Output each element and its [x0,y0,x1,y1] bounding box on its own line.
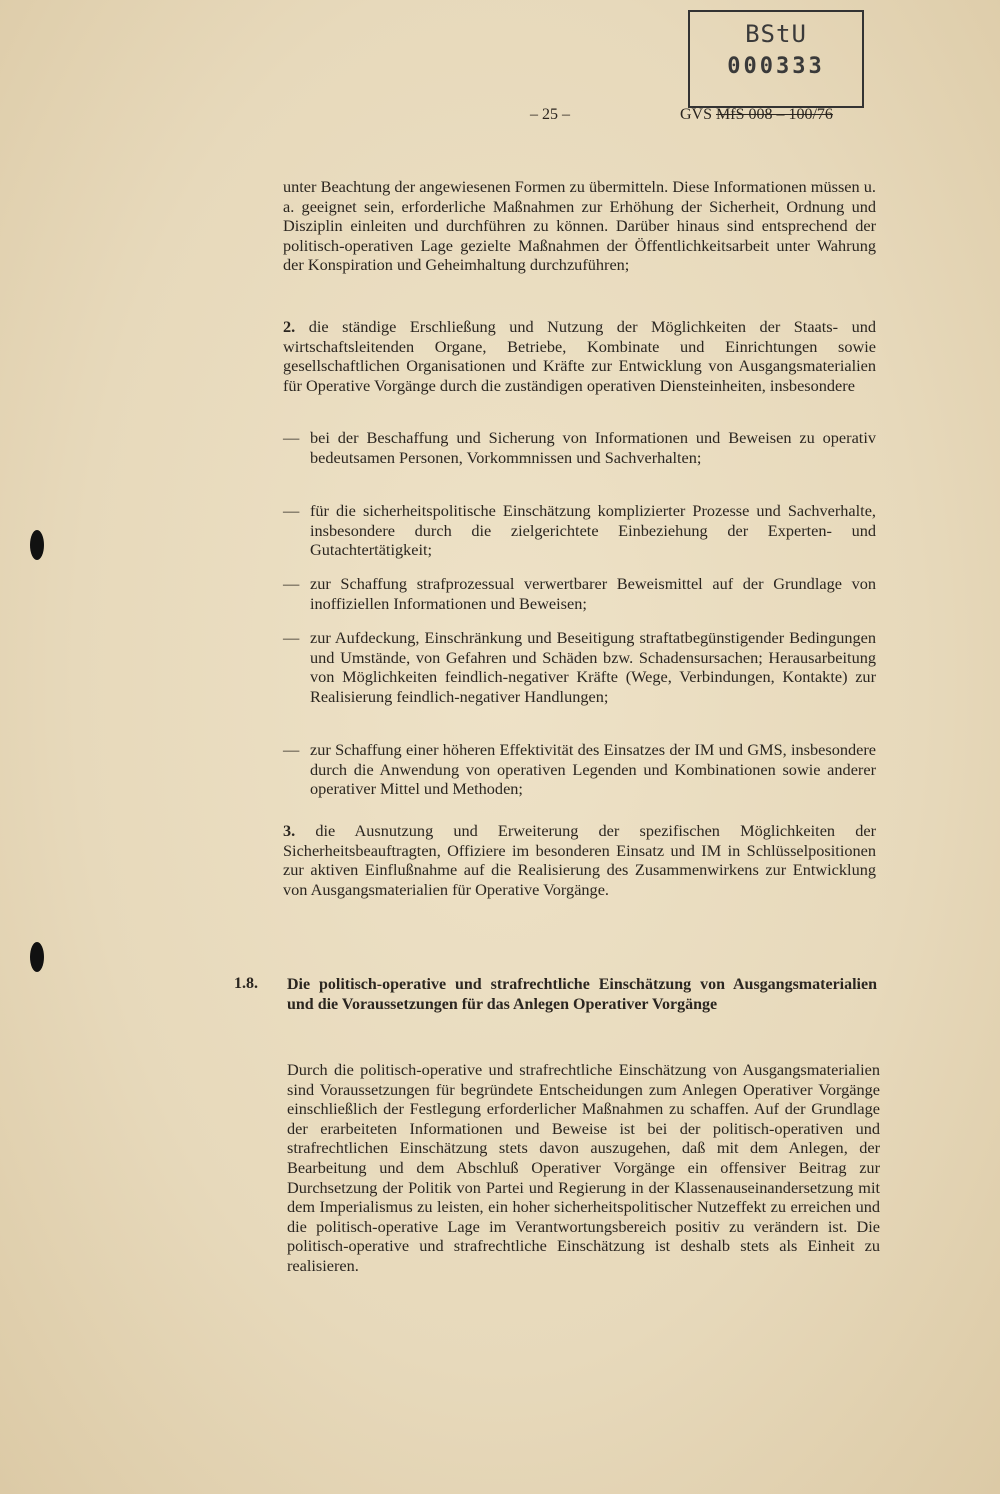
document-reference [680,106,833,124]
intro-paragraph: unter Beachtung der angewiesenen Formen zu übermitteln. Diese Informationen müssen u. a. geeignet sein, erforderliche Maßnahmen zur Erhöhung der Sicherheit, Ordnung und Disziplin einleiten und durchführen zu können. Darüber hinaus sind entsprechend der politisch-operativen Lage gezielte Maßnahmen der Öffentlichkeitsarbeit unter Wahrung der Konspiration und Geheimhaltung durchzuführen; [283,177,876,275]
stamp-agency: BStU [745,20,807,48]
stamp-number: 000333 [727,54,825,79]
item-2-text: die ständige Erschließung und Nutzung der Möglichkeiten der Staats- und wirtschaftsleitenden Organe, Betriebe, Kombinate und Einrichtungen sowie gesellschaftlichen Organisationen und Kräfte zur Entwicklung von Ausgangsmaterialien für Operative Vorgänge durch die zuständigen operativen Diensteinheiten, insbesondere [283,317,876,395]
section-title: Die politisch-operative und strafrechtliche Einschätzung von Ausgangsmaterialien und die Voraussetzungen für das Anlegen Operativer Vorgänge [287,976,877,1013]
bullet-dash: — [283,501,300,520]
bullet-text: zur Schaffung strafprozessual verwertbarer Beweismittel auf der Grundlage von inoffiziellen Informationen und Beweisen; [310,574,876,613]
bullet-item [283,501,876,560]
item-3 [283,821,876,899]
punch-hole-bottom [30,942,44,972]
bullet-dash: — [283,574,300,593]
item-3-text: die Ausnutzung und Erweiterung der spezifischen Möglichkeiten der Sicherheitsbeauftragten, Offiziere im besonderen Einsatz und IM in Schlüsselpositionen zur aktiven Einflußnahme auf die Realisierung des Zusammenwirkens zur Entwicklung von Ausgangsmaterialien für Operative Vorgänge. [283,821,876,899]
bullet-dash: — [283,428,300,447]
bullet-text: für die sicherheitspolitische Einschätzung komplizierter Prozesse und Sachverhalte, insbesondere durch die zielgerichtete Einbeziehung der Experten- und Gutachtertätigkeit; [310,501,876,560]
item-2-number: 2. [283,317,296,336]
reference-struck: MfS 008 – 100/76 [716,106,833,123]
punch-hole-top [30,530,44,560]
bullet-text: bei der Beschaffung und Sicherung von Informationen und Beweisen zu operativ bedeutsamen Personen, Vorkommnissen und Sachverhalten; [310,428,876,467]
archive-stamp [688,10,864,108]
item-2 [283,317,876,395]
section-number: 1.8. [234,975,258,992]
bullet-item [283,628,876,706]
page-number: – 25 – [530,106,570,123]
bullet-text: zur Aufdeckung, Einschränkung und Beseitigung straftatbegünstigender Bedingungen und Umstände, von Gefahren und Schäden bzw. Schadensursachen; Herausarbeitung von Möglichkeiten feindlich-negativer Kräfte (Wege, Verbindungen, Kontakte) zur Realisierung feindlich-negativer Handlungen; [310,628,876,706]
bullet-dash: — [283,628,300,647]
bullet-item [283,428,876,467]
section-body: Durch die politisch-operative und strafrechtliche Einschätzung von Ausgangsmaterialien sind Voraussetzungen für begründete Entscheidungen zum Anlegen Operativer Vorgänge einschließlich der Festlegung erforderlicher Maßnahmen zu schaffen. Auf der Grundlage der erarbeiteten Informationen und Beweise ist bei der politisch-operativen und strafrechtlichen Einschätzung stets davon auszugehen, daß mit dem Anlegen, der Bearbeitung und dem Abschluß Operativer Vorgänge ein offensiver Beitrag zur Durchsetzung der Politik von Partei und Regierung in der Klassenauseinandersetzung mit dem Imperialismus zu leisten, ein hoher sicherheitspolitischer Nutzeffekt zu erreichen und die politisch-operative Lage im Verantwortungsbereich positiv zu verändern ist. Die politisch-operative und strafrechtliche Einschätzung ist deshalb stets als Einheit zu realisieren. [287,1060,880,1275]
item-3-number: 3. [283,821,296,840]
bullet-item [283,740,876,799]
bullet-text: zur Schaffung einer höheren Effektivität des Einsatzes der IM und GMS, insbesondere durch die Anwendung von operativen Legenden und Kombinationen sowie anderer operativer Mittel und Methoden; [310,740,876,799]
bullet-item [283,574,876,613]
reference-prefix: GVS [680,106,713,123]
bullet-dash: — [283,740,300,759]
